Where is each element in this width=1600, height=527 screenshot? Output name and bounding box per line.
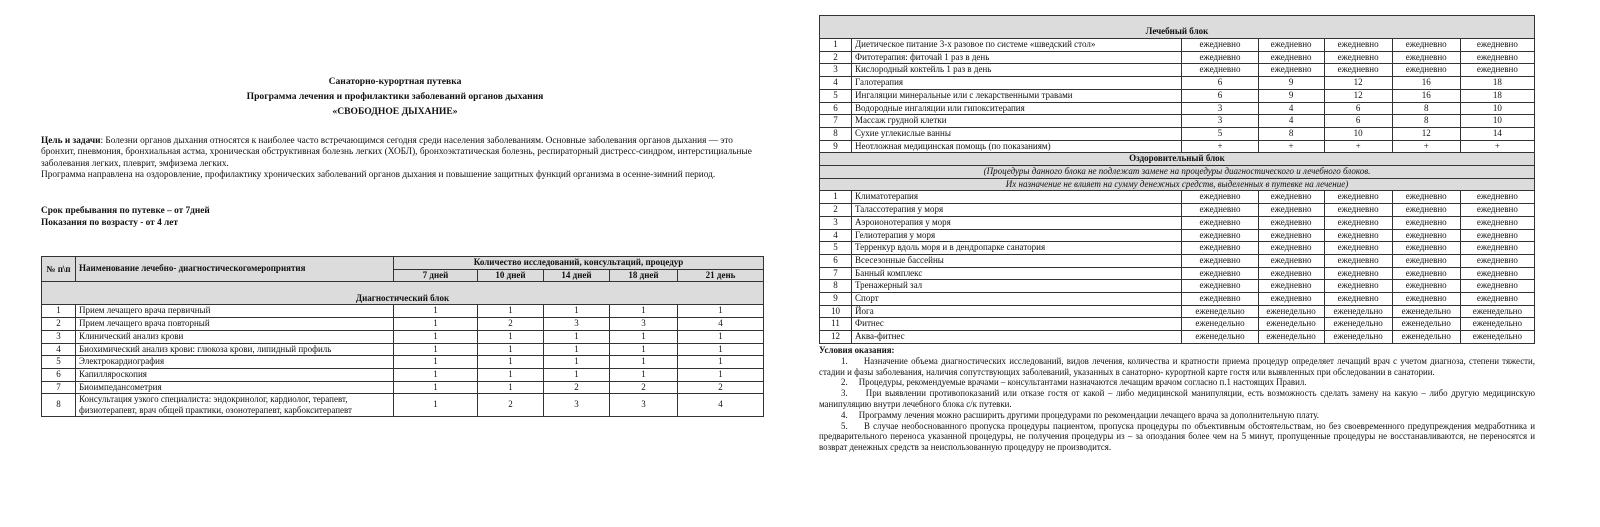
row-value: ежедневно: [1182, 216, 1258, 229]
row-value: 8: [1392, 115, 1460, 128]
table-row: [820, 191, 1535, 204]
row-number: 1: [820, 191, 852, 204]
table-row: [820, 89, 1535, 102]
row-value: 1: [610, 368, 678, 381]
row-value: ежедневно: [1392, 267, 1460, 280]
conditions-title: Условия оказания:: [819, 345, 895, 355]
row-number: 5: [42, 356, 76, 369]
row-value: 1: [394, 394, 478, 417]
row-number: 8: [42, 394, 76, 417]
row-value: еженедельно: [1324, 331, 1392, 344]
period-header: 21 день: [678, 269, 764, 282]
treatment-rows: [820, 39, 1535, 153]
row-value: еженедельно: [1460, 305, 1534, 318]
row-name: Терренкур вдоль моря и в дендропарке санатория: [852, 242, 1182, 255]
row-value: 1: [394, 368, 478, 381]
row-number: 3: [820, 216, 852, 229]
health-section-row: [820, 153, 1535, 166]
row-number: 8: [820, 280, 852, 293]
health-note-line: (Процедуры данного блока не подлежат замене на процедуры диагностического и лечебного блоков.: [983, 166, 1371, 177]
goals-paragraph: [41, 136, 763, 170]
row-value: ежедневно: [1258, 204, 1324, 217]
quantity-header: Количество исследований, консультаций, процедур: [394, 257, 764, 270]
row-value: ежедневно: [1460, 39, 1534, 52]
row-number: 9: [820, 140, 852, 153]
row-value: ежедневно: [1460, 280, 1534, 293]
row-value: ежедневно: [1392, 254, 1460, 267]
row-value: 1: [478, 381, 544, 394]
row-value: 1: [678, 305, 764, 318]
row-value: 9: [1258, 77, 1324, 90]
row-number: 3: [820, 64, 852, 77]
condition-item: 1. Назначение объема диагностических исследований, видов лечения, количества и кратности приема процедур определяет лечащий врач с учетом диагноза, степени тяжести, стадии и фазы заболевания, наличия сопутствующих заболеваний, указанных в санаторно- курортной карте гостя или выявленных при обследовании в санатории.: [819, 355, 1535, 377]
row-value: 1: [478, 368, 544, 381]
table-row: [820, 331, 1535, 344]
row-value: 10: [1460, 115, 1534, 128]
row-value: 16: [1392, 77, 1460, 90]
health-note: [820, 166, 1535, 179]
row-name: Массаж грудной клетки: [852, 115, 1182, 128]
diagnostic-section-row: [42, 282, 764, 305]
conditions-block: [819, 345, 1535, 453]
row-value: 16: [1392, 89, 1460, 102]
row-value: ежедневно: [1324, 204, 1392, 217]
row-value: еженедельно: [1182, 331, 1258, 344]
row-value: 2: [678, 381, 764, 394]
row-name: Биохимический анализ крови: глюкоза крови, липидный профиль: [76, 343, 394, 356]
row-value: 1: [544, 368, 610, 381]
row-value: ежедневно: [1460, 267, 1534, 280]
row-value: 1: [678, 356, 764, 369]
health-note: [820, 178, 1535, 191]
row-name: Водородные ингаляции или гипокситерапия: [852, 102, 1182, 115]
row-number: 7: [42, 381, 76, 394]
row-number: 8: [820, 127, 852, 140]
row-number: 10: [820, 305, 852, 318]
row-value: 8: [1258, 127, 1324, 140]
row-value: 3: [544, 394, 610, 417]
row-value: 6: [1182, 89, 1258, 102]
row-name: Неотложная медицинская помощь (по показаниям): [852, 140, 1182, 153]
table-row: [820, 318, 1535, 331]
goals-label: Цель и задачи: [41, 136, 101, 146]
condition-item: 5. В случае необоснованного пропуска процедуры пациентом, пропуска процедуры по объективным обстоятельствам, но без своевременного предупреждения медработника и предварительного переноса указанной процедуры, не получения процедуры из – за опоздания более чем на 5 минут, пропущенные процедуры не восстанавливаются, не переносятся и возврат денежных средств за неиспользованную процедуру не производится.: [819, 420, 1535, 453]
row-name: Фитотерапия: фиточай 1 раз в день: [852, 51, 1182, 64]
treatment-section-title: Лечебный блок: [820, 16, 1535, 39]
row-value: еженедельно: [1258, 305, 1324, 318]
diagnostic-table: [41, 256, 764, 417]
row-value: еженедельно: [1258, 318, 1324, 331]
row-value: ежедневно: [1182, 51, 1258, 64]
row-value: 6: [1182, 77, 1258, 90]
row-value: 1: [544, 356, 610, 369]
row-value: ежедневно: [1324, 39, 1392, 52]
row-value: ежедневно: [1460, 191, 1534, 204]
row-value: ежедневно: [1460, 216, 1534, 229]
document-title-block: [0, 74, 790, 119]
row-value: 4: [1258, 115, 1324, 128]
row-name: Фитнес: [852, 318, 1182, 331]
row-value: 1: [678, 368, 764, 381]
goals-text: : Болезни органов дыхания относятся к наиболее часто встречающимся сегодня среди населения заболеваниям. Основные заболевания органов дыхания — это бронхит, пневмония, бронхиальная астма, хроническая обструктивная болезнь легких (ХОБЛ), бронхоэктатическая болезнь, респираторный дистресс-синдром, интерстициальные заболевания легких, плеврит, эмфизема легких.: [41, 136, 752, 169]
row-name: Талассотерапия у моря: [852, 204, 1182, 217]
row-value: ежедневно: [1392, 64, 1460, 77]
row-value: 1: [610, 343, 678, 356]
row-name: Тренажерный зал: [852, 280, 1182, 293]
row-value: 2: [478, 318, 544, 331]
row-value: еженедельно: [1324, 318, 1392, 331]
table-row: [820, 242, 1535, 255]
table-row: [42, 318, 764, 331]
stay-facts: [41, 206, 763, 229]
row-number: 6: [42, 368, 76, 381]
row-value: ежедневно: [1258, 51, 1324, 64]
row-number: 5: [820, 242, 852, 255]
row-value: 1: [478, 343, 544, 356]
row-value: 2: [544, 381, 610, 394]
row-value: 4: [678, 318, 764, 331]
row-value: ежедневно: [1460, 242, 1534, 255]
row-value: 1: [394, 343, 478, 356]
table-row: [820, 140, 1535, 153]
health-note-line: Их назначение не влияет на сумму денежных средств, выделенных в путевке на лечение): [1005, 178, 1349, 189]
row-value: +: [1324, 140, 1392, 153]
table-row: [820, 64, 1535, 77]
row-value: ежедневно: [1258, 216, 1324, 229]
row-value: ежедневно: [1324, 254, 1392, 267]
row-value: 2: [610, 381, 678, 394]
row-value: ежедневно: [1258, 242, 1324, 255]
row-number: 9: [820, 293, 852, 306]
row-value: ежедневно: [1182, 229, 1258, 242]
row-value: ежедневно: [1324, 267, 1392, 280]
row-name: Клинический анализ крови: [76, 330, 394, 343]
table-row: [820, 267, 1535, 280]
row-value: еженедельно: [1182, 305, 1258, 318]
row-name: Сухие углекислые ванны: [852, 127, 1182, 140]
row-value: 3: [544, 318, 610, 331]
health-section-title: Оздоровительный блок: [820, 153, 1535, 166]
row-value: +: [1258, 140, 1324, 153]
row-value: ежедневно: [1324, 64, 1392, 77]
row-name: Биоимпедансометрия: [76, 381, 394, 394]
row-value: 1: [394, 381, 478, 394]
row-name: Диетическое питание 3-х разовое по системе «шведский стол»: [852, 39, 1182, 52]
row-value: ежедневно: [1182, 204, 1258, 217]
row-value: ежедневно: [1392, 39, 1460, 52]
row-value: 3: [610, 394, 678, 417]
row-value: 1: [394, 305, 478, 318]
period-header: 7 дней: [394, 269, 478, 282]
row-name: Кислородный коктейль 1 раз в день: [852, 64, 1182, 77]
row-value: 2: [478, 394, 544, 417]
row-name: Йога: [852, 305, 1182, 318]
row-value: ежедневно: [1324, 191, 1392, 204]
row-value: ежедневно: [1182, 39, 1258, 52]
condition-item: 3. При выявлении противопоказаний или отказе гостя от какой – либо медицинской манипуляции, есть возможность сделать замену на какую – либо другую медицинскую манипуляцию внутри лечебного блока с/к путевки.: [819, 388, 1535, 409]
row-value: еженедельно: [1392, 305, 1460, 318]
row-number: 4: [820, 229, 852, 242]
row-number: 4: [42, 343, 76, 356]
row-value: ежедневно: [1182, 64, 1258, 77]
intro-text: [41, 136, 763, 181]
row-name: Климатотерапия: [852, 191, 1182, 204]
row-value: ежедневно: [1324, 242, 1392, 255]
row-value: 1: [678, 330, 764, 343]
table-row: [820, 51, 1535, 64]
row-value: 1: [544, 305, 610, 318]
row-value: еженедельно: [1182, 318, 1258, 331]
row-value: 1: [394, 318, 478, 331]
row-value: +: [1392, 140, 1460, 153]
row-value: ежедневно: [1324, 216, 1392, 229]
row-value: +: [1460, 140, 1534, 153]
row-value: еженедельно: [1258, 331, 1324, 344]
condition-item: 4. Программу лечения можно расширить другими процедурами по рекомендации лечащего врача за дополнительную плату.: [841, 409, 1319, 420]
row-value: ежедневно: [1392, 191, 1460, 204]
row-number: 1: [820, 39, 852, 52]
row-value: 18: [1460, 77, 1534, 90]
table-row: [820, 280, 1535, 293]
row-value: ежедневно: [1258, 280, 1324, 293]
row-value: ежедневно: [1182, 254, 1258, 267]
row-value: ежедневно: [1258, 39, 1324, 52]
row-number: 2: [42, 318, 76, 331]
row-value: ежедневно: [1324, 51, 1392, 64]
row-value: ежедневно: [1324, 229, 1392, 242]
row-value: 1: [394, 330, 478, 343]
health-note-row: [820, 178, 1535, 191]
table-row: [820, 216, 1535, 229]
health-rows: [820, 191, 1535, 343]
table-row: [820, 254, 1535, 267]
row-number: 2: [820, 204, 852, 217]
program-paragraph: Программа направлена на оздоровление, профилактику хронических заболеваний органов дыхания и повышение защитных функций организма в осенне-зимний период.: [41, 169, 716, 180]
row-number: 11: [820, 318, 852, 331]
table-header-row: [42, 257, 764, 270]
table-row: [820, 102, 1535, 115]
row-value: ежедневно: [1392, 229, 1460, 242]
row-value: 1: [478, 305, 544, 318]
row-value: 6: [1324, 102, 1392, 115]
row-value: ежедневно: [1258, 191, 1324, 204]
row-value: ежедневно: [1258, 64, 1324, 77]
row-number: 7: [820, 267, 852, 280]
row-value: 1: [544, 330, 610, 343]
conditions-list: [819, 356, 1535, 453]
row-name: Галотерапия: [852, 77, 1182, 90]
table-row: [820, 77, 1535, 90]
row-value: еженедельно: [1460, 318, 1534, 331]
row-value: 12: [1324, 77, 1392, 90]
row-number: 12: [820, 331, 852, 344]
row-value: 10: [1460, 102, 1534, 115]
row-number: 3: [42, 330, 76, 343]
row-value: еженедельно: [1324, 305, 1392, 318]
document-title: Санаторно-курортная путевка: [328, 76, 462, 87]
row-value: ежедневно: [1392, 280, 1460, 293]
row-name: Прием лечащего врача первичный: [76, 305, 394, 318]
row-value: ежедневно: [1182, 293, 1258, 306]
row-name: Капилляроскопия: [76, 368, 394, 381]
row-value: ежедневно: [1324, 280, 1392, 293]
row-value: 1: [610, 305, 678, 318]
row-value: 1: [610, 330, 678, 343]
row-value: ежедневно: [1182, 191, 1258, 204]
program-title: Программа лечения и профилактики заболеваний органов дыхания: [246, 91, 544, 102]
row-value: ежедневно: [1392, 242, 1460, 255]
row-name: Гелиотерапия у моря: [852, 229, 1182, 242]
row-value: еженедельно: [1392, 318, 1460, 331]
row-number: 7: [820, 115, 852, 128]
row-value: 6: [1324, 115, 1392, 128]
row-value: ежедневно: [1392, 204, 1460, 217]
period-header: 14 дней: [544, 269, 610, 282]
table-row: [42, 381, 764, 394]
row-value: 3: [610, 318, 678, 331]
row-name: Электрокардиография: [76, 356, 394, 369]
row-number: 6: [820, 254, 852, 267]
row-value: ежедневно: [1258, 267, 1324, 280]
row-value: 12: [1392, 127, 1460, 140]
table-row: [820, 229, 1535, 242]
row-value: 3: [1182, 102, 1258, 115]
table-row: [42, 343, 764, 356]
treatment-section-row: [820, 16, 1535, 39]
row-value: ежедневно: [1460, 254, 1534, 267]
diagnostic-section-title: Диагностический блок: [42, 282, 764, 305]
row-value: 8: [1392, 102, 1460, 115]
row-value: ежедневно: [1182, 242, 1258, 255]
row-value: 4: [1258, 102, 1324, 115]
row-name: Прием лечащего врача повторный: [76, 318, 394, 331]
row-value: ежедневно: [1460, 229, 1534, 242]
row-value: ежедневно: [1460, 51, 1534, 64]
row-value: 1: [544, 343, 610, 356]
row-name: Спорт: [852, 293, 1182, 306]
table-row: [820, 305, 1535, 318]
row-value: ежедневно: [1392, 293, 1460, 306]
period-header: 18 дней: [610, 269, 678, 282]
row-value: 3: [1182, 115, 1258, 128]
row-value: 1: [678, 343, 764, 356]
row-value: 1: [478, 330, 544, 343]
table-row: [42, 330, 764, 343]
health-note-row: [820, 166, 1535, 179]
table-row: [820, 39, 1535, 52]
row-value: ежедневно: [1392, 51, 1460, 64]
table-row: [820, 115, 1535, 128]
row-value: 14: [1460, 127, 1534, 140]
table-row: [42, 368, 764, 381]
row-value: ежедневно: [1460, 64, 1534, 77]
table-row: [820, 204, 1535, 217]
row-value: ежедневно: [1182, 280, 1258, 293]
row-value: 1: [394, 356, 478, 369]
row-number: 4: [820, 77, 852, 90]
row-value: 1: [610, 356, 678, 369]
table-row: [42, 356, 764, 369]
row-name: Банный комплекс: [852, 267, 1182, 280]
row-number: 1: [42, 305, 76, 318]
row-value: ежедневно: [1392, 216, 1460, 229]
row-value: 9: [1258, 89, 1324, 102]
period-header: 10 дней: [478, 269, 544, 282]
row-value: 1: [478, 356, 544, 369]
name-header: Наименование лечебно- диагностическогомероприятия: [76, 257, 394, 282]
row-number: 2: [820, 51, 852, 64]
diagnostic-rows: [42, 305, 764, 417]
table-row: [42, 305, 764, 318]
row-value: 18: [1460, 89, 1534, 102]
row-value: ежедневно: [1460, 204, 1534, 217]
number-header: № п\п: [42, 257, 76, 282]
treatment-table: [819, 15, 1535, 344]
stay-duration: Срок пребывания по путевке – от 7дней: [41, 206, 210, 216]
program-name: «СВОБОДНОЕ ДЫХАНИЕ»: [332, 106, 458, 117]
row-value: ежедневно: [1182, 267, 1258, 280]
row-name: Всесезонные бассейны: [852, 254, 1182, 267]
row-value: еженедельно: [1460, 331, 1534, 344]
condition-item: 2. Процедуры, рекомендуемые врачами – консультантами назначаются лечащим врачом согласно п.1 настоящих Правил.: [841, 377, 1307, 388]
table-row: [42, 394, 764, 417]
row-number: 5: [820, 89, 852, 102]
row-value: 10: [1324, 127, 1392, 140]
age-indication: Показания по возрасту - от 4 лет: [41, 217, 178, 228]
row-value: еженедельно: [1392, 331, 1460, 344]
row-name: Аэроионотерапия у моря: [852, 216, 1182, 229]
row-value: ежедневно: [1258, 293, 1324, 306]
row-name: Консультация узкого специалиста: эндокринолог, кардиолог, терапевт, физиотерапевт, врач общей практики, озонотерапевт, карбокситерапевт: [76, 394, 394, 417]
table-row: [820, 127, 1535, 140]
row-value: ежедневно: [1460, 293, 1534, 306]
row-number: 6: [820, 102, 852, 115]
row-name: Ингаляции минеральные или с лекарственными травами: [852, 89, 1182, 102]
row-value: 4: [678, 394, 764, 417]
row-value: ежедневно: [1258, 254, 1324, 267]
row-value: +: [1182, 140, 1258, 153]
table-row: [820, 293, 1535, 306]
row-value: 12: [1324, 89, 1392, 102]
row-value: 5: [1182, 127, 1258, 140]
row-value: ежедневно: [1324, 293, 1392, 306]
row-name: Аква-фитнес: [852, 331, 1182, 344]
row-value: ежедневно: [1258, 229, 1324, 242]
